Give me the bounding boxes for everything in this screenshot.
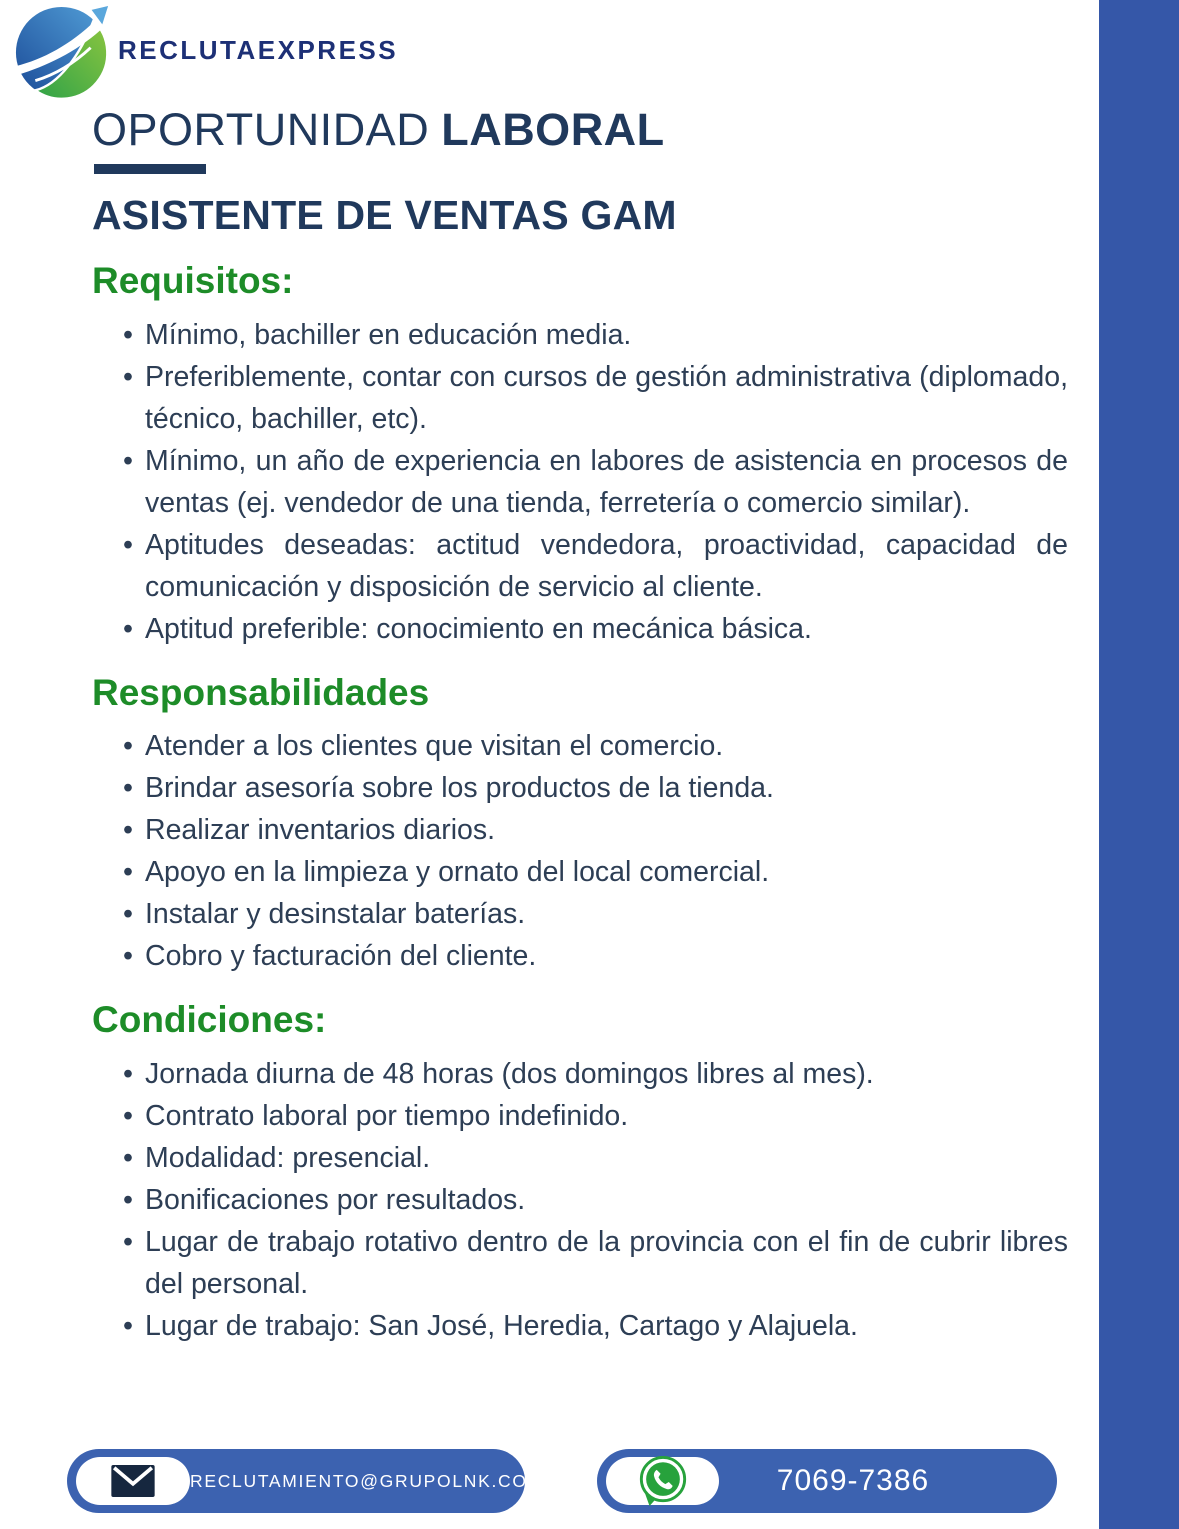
flyer-body xyxy=(0,105,1179,1347)
list-item: • Contrato laboral por tiempo indefinido. xyxy=(92,1095,1068,1137)
position-title: ASISTENTE DE VENTAS GAM xyxy=(92,192,677,239)
page-title-regular: OPORTUNIDAD xyxy=(92,104,430,155)
whatsapp-icon-chip xyxy=(606,1457,719,1505)
whatsapp-contact-button[interactable] xyxy=(597,1449,1057,1513)
mail-icon xyxy=(111,1465,155,1497)
list-item: • Mínimo, un año de experiencia en labores de asistencia en procesos de ventas (ej. vendedor de una tienda, ferretería o comercio similar). xyxy=(92,440,1068,524)
list-item: • Lugar de trabajo: San José, Heredia, Cartago y Alajuela. xyxy=(92,1305,1068,1347)
page-title xyxy=(92,105,1068,155)
right-accent-stripe xyxy=(1099,0,1179,1529)
list-item: • Instalar y desinstalar baterías. xyxy=(92,893,1068,935)
contact-footer xyxy=(67,1449,1057,1513)
mail-icon-chip xyxy=(76,1457,190,1505)
brand-name: RECLUTAEXPRESS xyxy=(118,34,399,65)
whatsapp-icon xyxy=(637,1454,689,1508)
list-item: • Bonificaciones por resultados. xyxy=(92,1179,1068,1221)
list-item: • Aptitudes deseadas: actitud vendedora, proactividad, capacidad de comunicación y disposición de servicio al cliente. xyxy=(92,524,1068,608)
page-title-bold: LABORAL xyxy=(441,104,665,155)
list-item: • Aptitud preferible: conocimiento en mecánica básica. xyxy=(92,608,1068,650)
list-item: • Mínimo, bachiller en educación media. xyxy=(92,314,1068,356)
brand-header xyxy=(0,0,1179,103)
list-item: • Brindar asesoría sobre los productos de la tienda. xyxy=(92,767,1068,809)
section-heading-responsabilidades: Responsabilidades xyxy=(92,671,430,713)
reclutaexpress-logo-icon xyxy=(14,5,111,102)
list-item: • Apoyo en la limpieza y ornato del local comercial. xyxy=(92,851,1068,893)
section-heading-requisitos: Requisitos: xyxy=(92,260,294,302)
phone-number: 7069-7386 xyxy=(776,1464,930,1497)
list-item: • Realizar inventarios diarios. xyxy=(92,809,1068,851)
responsabilidades-list xyxy=(92,725,1068,977)
requisitos-list xyxy=(92,314,1068,650)
list-item: • Cobro y facturación del cliente. xyxy=(92,935,1068,977)
list-item: • Jornada diurna de 48 horas (dos domingos libres al mes). xyxy=(92,1053,1068,1095)
title-underline xyxy=(94,164,206,174)
list-item: • Modalidad: presencial. xyxy=(92,1137,1068,1179)
list-item: • Atender a los clientes que visitan el comercio. xyxy=(92,725,1068,767)
email-contact-button[interactable] xyxy=(67,1449,544,1513)
section-heading-condiciones: Condiciones: xyxy=(92,999,327,1041)
list-item: • Preferiblemente, contar con cursos de gestión administrativa (diplomado, técnico, bachiller, etc). xyxy=(92,356,1068,440)
condiciones-list xyxy=(92,1053,1068,1347)
list-item: • Lugar de trabajo rotativo dentro de la provincia con el fin de cubrir libres del personal. xyxy=(92,1221,1068,1305)
email-address: RECLUTAMIENTO@GRUPOLNK.COM xyxy=(190,1470,544,1491)
